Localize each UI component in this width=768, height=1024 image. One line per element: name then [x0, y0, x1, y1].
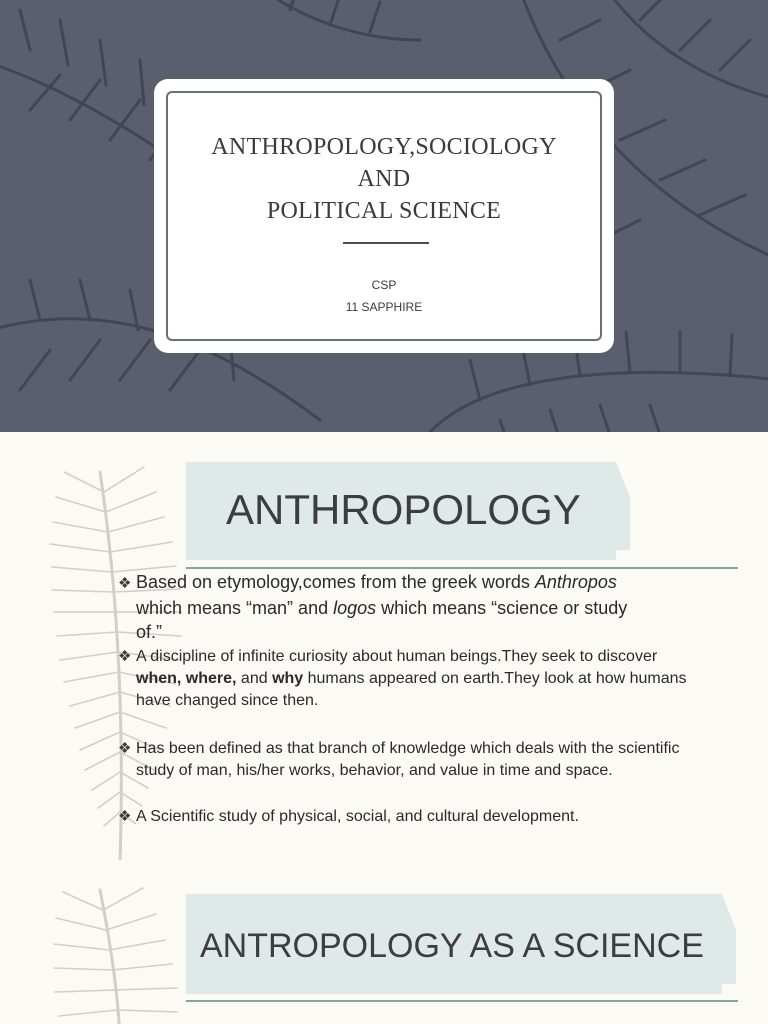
title-slide	[0, 0, 768, 432]
feather-decoration	[30, 880, 210, 1024]
anthropology-slide	[0, 432, 768, 892]
heading-underline	[186, 567, 738, 569]
heading-banner	[186, 894, 722, 994]
title-divider	[343, 242, 429, 244]
anthropology-science-slide	[0, 860, 768, 1024]
heading-underline	[186, 1000, 738, 1002]
slide-heading: ANTHROPOLOGY	[226, 486, 581, 533]
title-line-2: AND	[357, 166, 411, 192]
bullet-definition: ❖ Has been defined as that branch of knowledge which deals with the scientific study of man, his/her works, behavior, and value in time and space.	[118, 740, 680, 779]
bullet-icon: ❖	[118, 808, 132, 825]
bullet-etymology: ❖ Based on etymology,comes from the greek words Anthropos which means “man” and logos which means “science or study of.”	[118, 572, 628, 642]
bullet-icon: ❖	[118, 740, 132, 757]
bullet-scientific-study: ❖ A Scientific study of physical, social, and cultural development.	[118, 806, 764, 828]
author-label: CSP	[371, 278, 397, 292]
title-line-1: ANTHROPOLOGY,SOCIOLOGY	[211, 134, 557, 160]
heading-banner	[186, 462, 616, 560]
title-subtitle	[168, 274, 600, 318]
presentation-title	[168, 131, 600, 227]
bullet-icon: ❖	[118, 575, 132, 592]
title-card-border	[166, 91, 602, 341]
bullet-icon: ❖	[118, 648, 132, 665]
bullet-discipline: ❖ A discipline of infinite curiosity about human beings.They seek to discover when, where, and why humans appeared on earth.They look at how humans have changed since then.	[118, 648, 687, 709]
title-line-3: POLITICAL SCIENCE	[266, 198, 502, 224]
title-card	[154, 79, 614, 353]
section-label: 11 SAPPHIRE	[345, 300, 423, 314]
slide-heading: ANTROPOLOGY AS A SCIENCE	[200, 927, 704, 965]
